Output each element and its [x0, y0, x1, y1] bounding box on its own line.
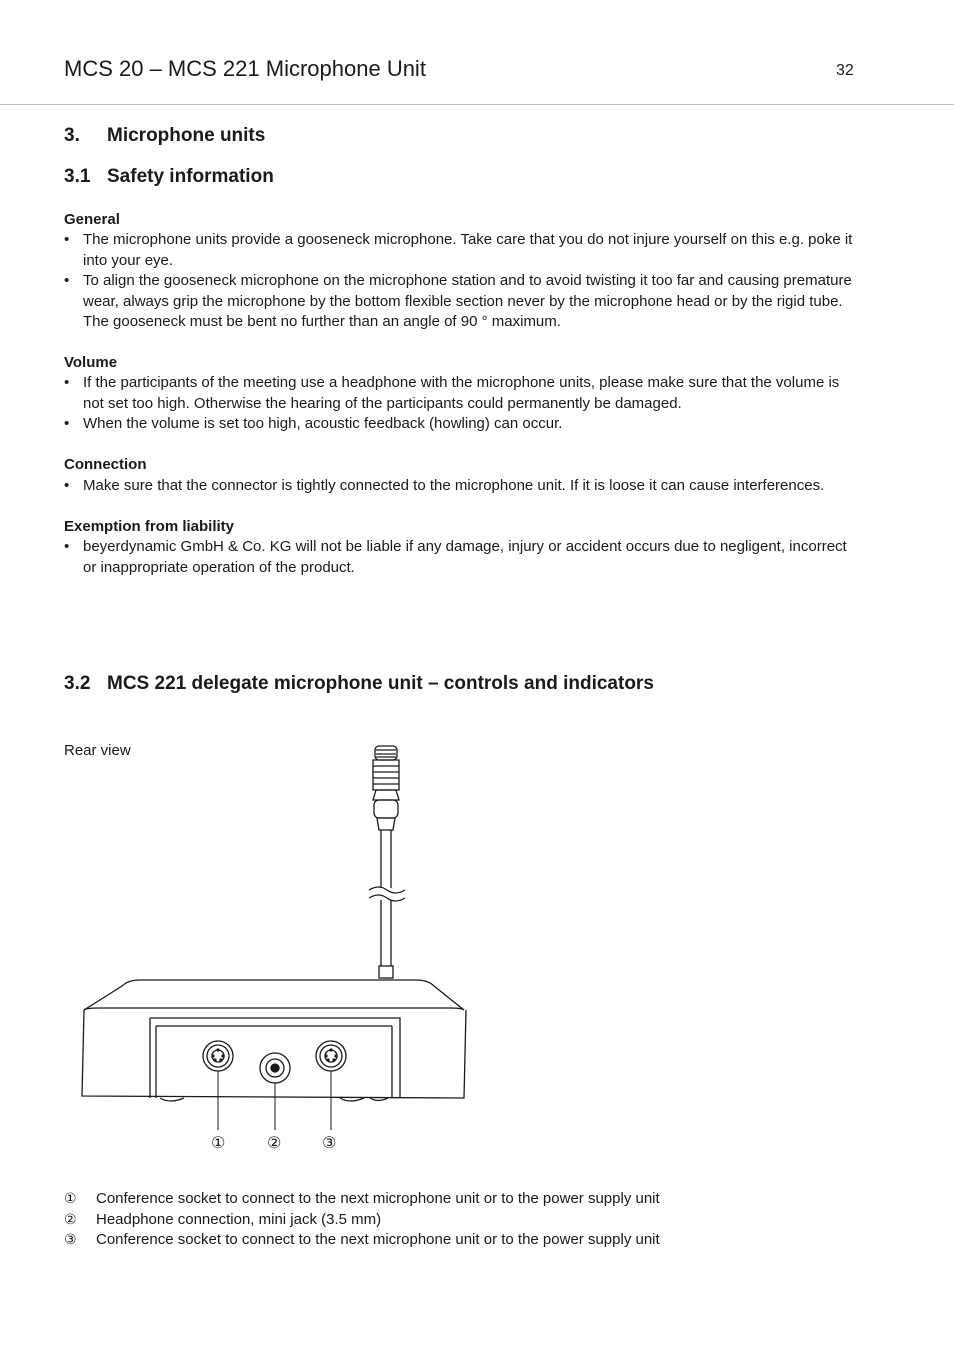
connection-heading: Connection	[64, 456, 147, 473]
section-3-1-heading: 3.1 Safety information	[64, 166, 274, 187]
volume-heading: Volume	[64, 354, 118, 371]
general-heading: General	[64, 211, 120, 228]
figure-caption: Rear view	[64, 742, 131, 759]
section-3-2-heading: 3.2 MCS 221 delegate microphone unit – controls and indicators	[64, 673, 654, 694]
conference-socket-1-drawing	[203, 1041, 233, 1071]
legend-item: ① Conference socket to connect to the next microphone unit or to the power supply unit	[64, 1190, 660, 1207]
list-item: • beyerdynamic GmbH & Co. KG will not be liable if any damage, injury or accident occurs due to negligent, incorrect or inappropriate operation of the product.	[64, 538, 847, 576]
list-item: • When the volume is set too high, acoustic feedback (howling) can occur.	[64, 415, 563, 432]
list-item: • Make sure that the connector is tightly connected to the microphone unit. If it is loose it can cause interferences.	[64, 477, 825, 494]
section-3-heading: 3. Microphone units	[64, 125, 266, 146]
connection-list	[64, 476, 864, 497]
conference-socket-3-drawing	[316, 1041, 346, 1071]
general-list	[64, 230, 864, 333]
callout-1: ①	[211, 1133, 226, 1152]
rear-view-illustration	[70, 738, 480, 1158]
legend-item: ③ Conference socket to connect to the next microphone unit or to the power supply unit	[64, 1231, 660, 1248]
liability-list	[64, 537, 864, 578]
legend-item: ② Headphone connection, mini jack (3.5 mm)	[64, 1210, 382, 1228]
list-item: • The microphone units provide a gooseneck microphone. Take care that you do not injure yourself on this e.g. poke it into your eye.	[64, 231, 853, 269]
microphone-head-drawing	[373, 746, 399, 830]
liability-heading: Exemption from liability	[64, 518, 235, 535]
figure-legend	[64, 1189, 660, 1251]
list-item: • If the participants of the meeting use a headphone with the microphone units, please make sure that the volume is not set too high. Otherwise the hearing of the participants could permanently be damaged.	[64, 374, 840, 412]
page-number: 32	[836, 62, 854, 79]
headphone-jack-drawing	[260, 1053, 290, 1083]
header-divider	[0, 104, 954, 105]
callout-3: ③	[322, 1133, 337, 1152]
callout-2: ②	[267, 1133, 282, 1152]
volume-list	[64, 373, 864, 435]
document-title: MCS 20 – MCS 221 Microphone Unit	[64, 56, 426, 81]
gooseneck-drawing	[369, 830, 405, 978]
list-item: • To align the gooseneck microphone on the microphone station and to avoid twisting it too far and causing premature wear, always grip the microphone by the bottom flexible section never by the microphone head or by the rigid tube. The gooseneck must be bent no further than an angle of 90 ° maximum.	[64, 272, 852, 330]
